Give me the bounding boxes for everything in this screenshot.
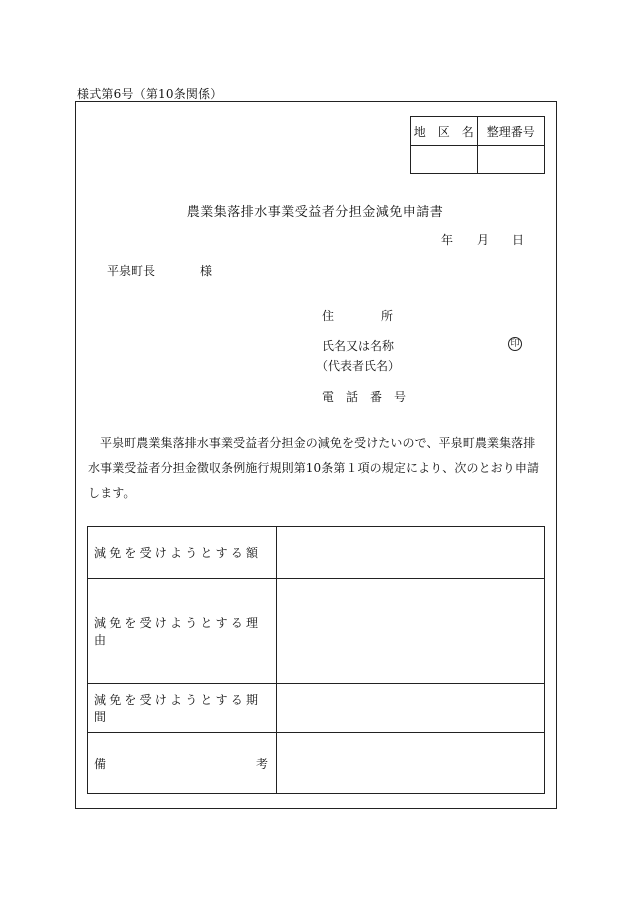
period-label: 減免を受けようとする期間 — [88, 684, 277, 733]
addressee-name: 平泉町長 — [107, 264, 156, 278]
address-label-1: 住 — [322, 309, 335, 323]
district-name-field[interactable] — [411, 146, 478, 174]
application-statement: 平泉町農業集落排水事業受益者分担金の減免を受けたいので、平泉町農業集落排水事業受益者分担金徴収条例施行規則第10条第１項の規定により、次のとおり申請します。 — [88, 436, 540, 500]
reason-field[interactable] — [277, 579, 545, 684]
district-name-header: 地 区 名 — [411, 117, 478, 146]
period-field[interactable] — [277, 684, 545, 733]
reference-table — [410, 116, 545, 174]
representative-label: （代表者氏名） — [316, 359, 401, 373]
document-title: 農業集落排水事業受益者分担金減免申請書 — [186, 205, 444, 220]
amount-field[interactable] — [277, 527, 545, 579]
table-row — [88, 733, 545, 794]
form-number-label: 様式第6号（第10条関係） — [77, 87, 223, 101]
table-row — [88, 527, 545, 579]
table-row — [88, 579, 545, 684]
remarks-label-1: 備 — [94, 756, 107, 771]
amount-label: 減免を受けようとする額 — [88, 527, 277, 579]
reason-label: 減免を受けようとする理由 — [88, 579, 277, 684]
reference-number-header: 整理番号 — [477, 117, 544, 146]
date-month-label: 月 — [477, 233, 490, 247]
remarks-label-2: 考 — [255, 756, 268, 771]
remarks-label — [94, 755, 276, 772]
reference-number-field[interactable] — [477, 146, 544, 174]
date-year-label: 年 — [441, 233, 454, 247]
addressee-honorific: 様 — [200, 264, 213, 278]
seal-mark-icon: 印 — [508, 337, 522, 351]
table-row — [88, 684, 545, 733]
name-label: 氏名又は名称 — [322, 339, 395, 353]
details-table — [87, 526, 545, 794]
address-label-2: 所 — [381, 309, 394, 323]
remarks-label-cell — [88, 733, 277, 794]
date-day-label: 日 — [512, 233, 525, 247]
remarks-field[interactable] — [277, 733, 545, 794]
phone-label: 電 話 番 号 — [322, 390, 407, 404]
